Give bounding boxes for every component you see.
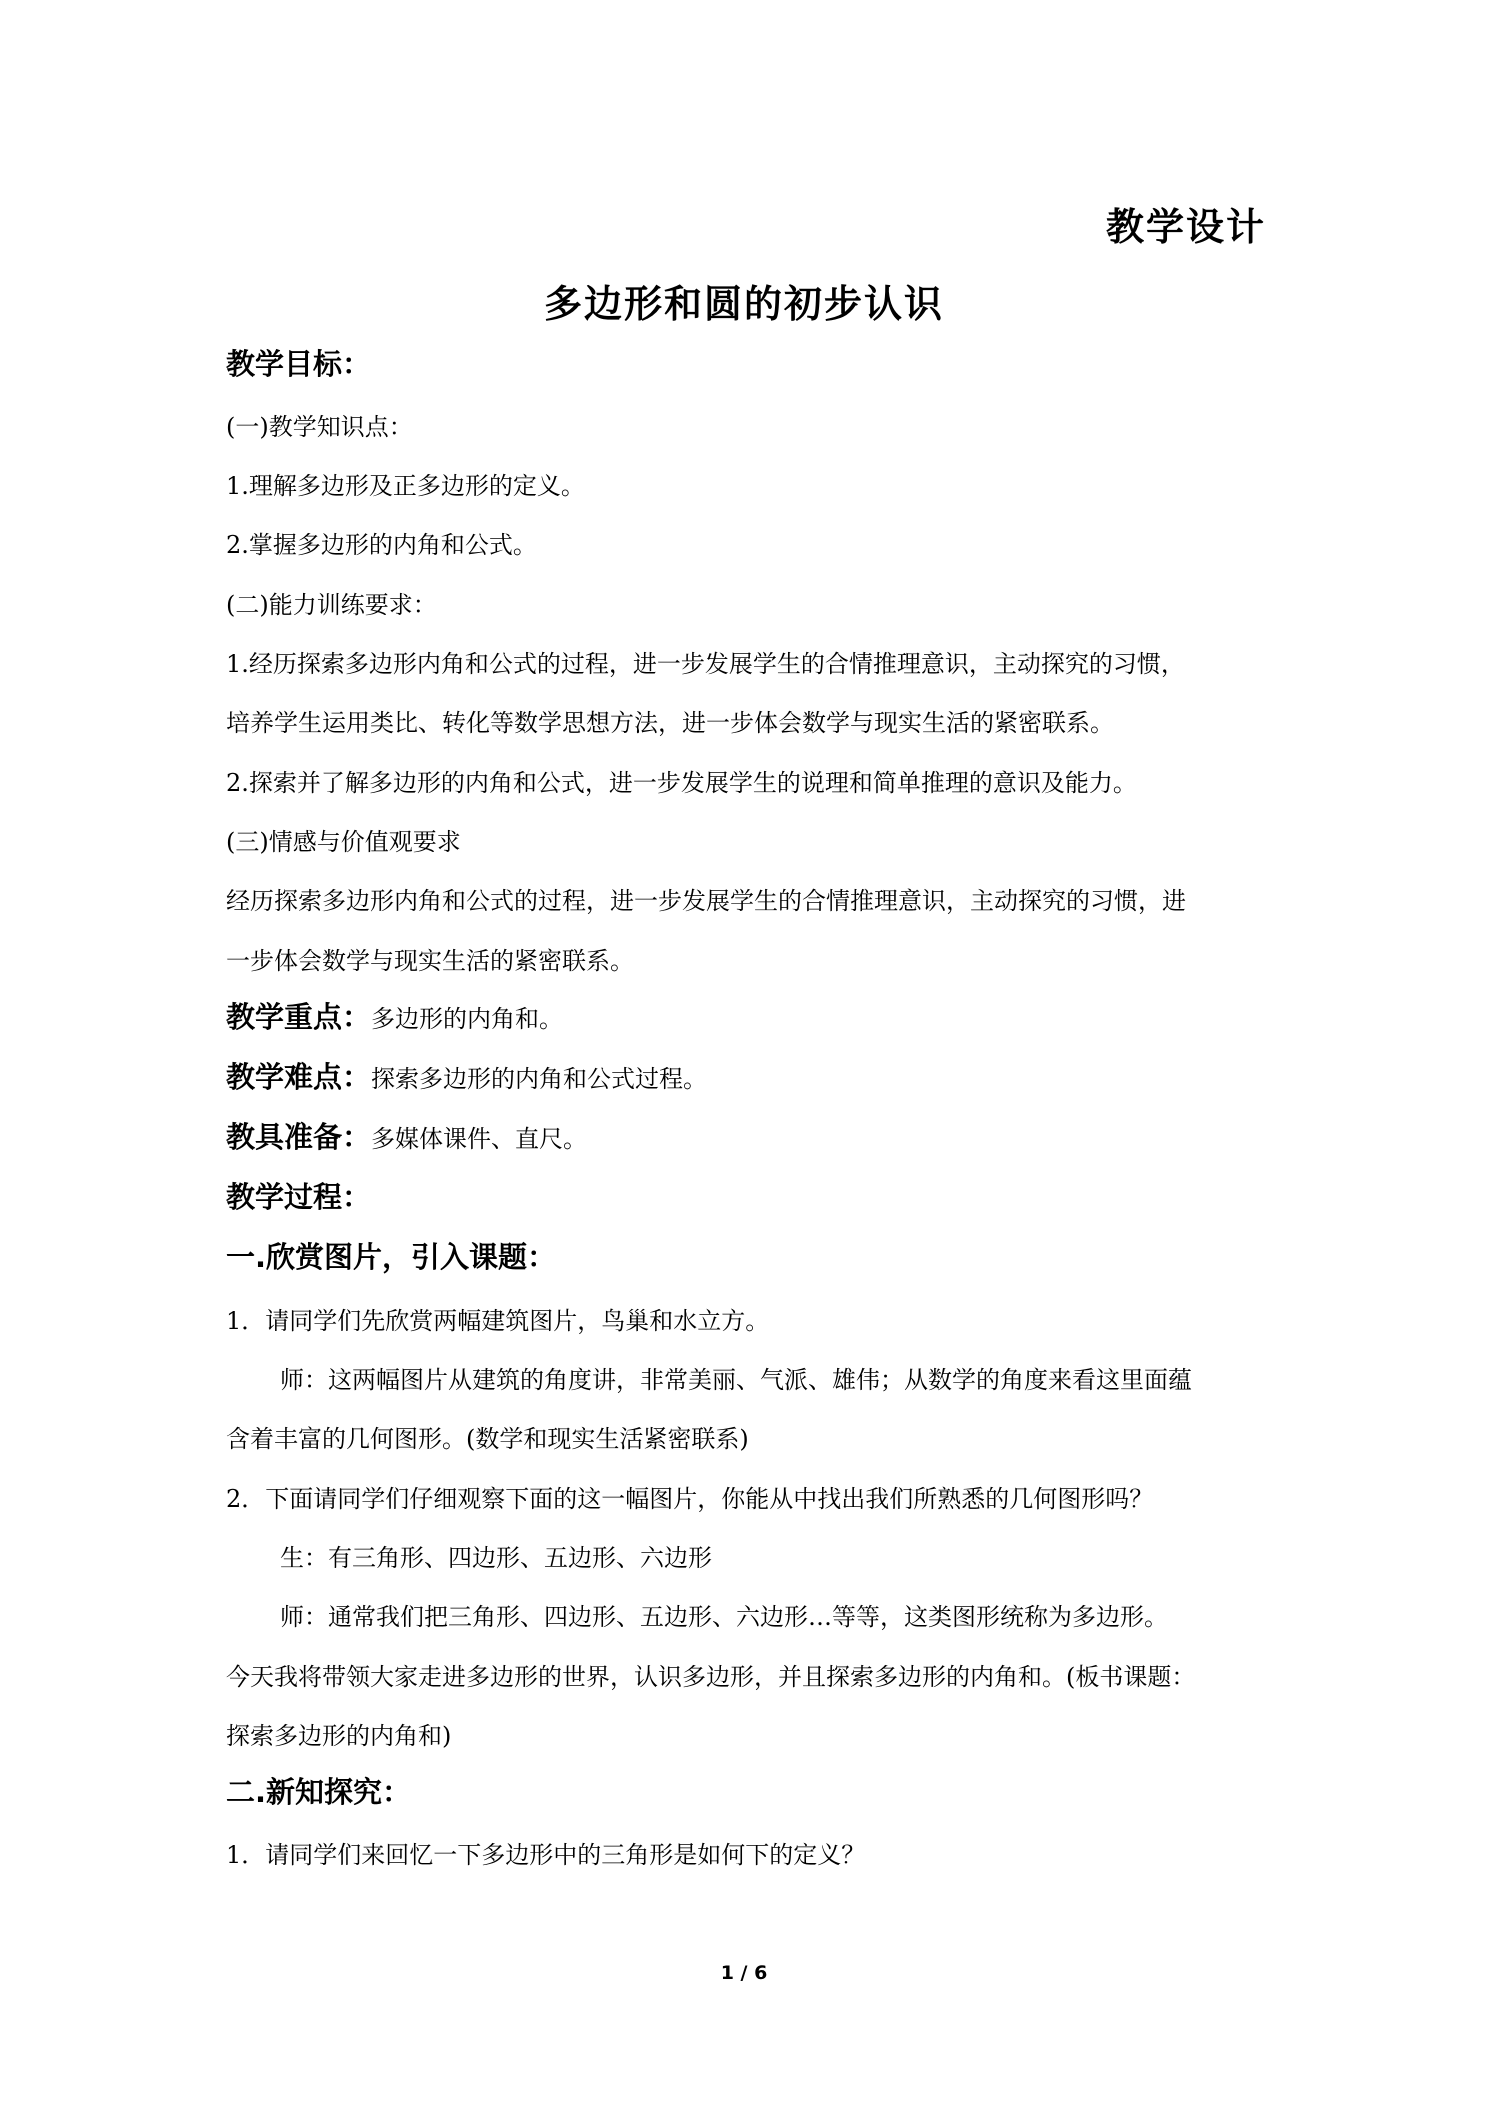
emotion-text-line-2: 一步体会数学与现实生活的紧密联系。 [226,947,634,975]
tools-label: 教具准备： [226,1120,372,1154]
objectives-heading: 教学目标： [226,347,372,381]
section-2-heading: 二.新知探究： [226,1775,412,1809]
section-1-paragraph-3: 2．下面请同学们仔细观察下面的这一幅图片，你能从中找出我们所熟悉的几何图形吗？ [226,1485,1154,1513]
ability-item-1-line-1: 1.经历探索多边形内角和公式的过程，进一步发展学生的合情推理意识，主动探究的习惯， [226,650,1185,678]
section-1-paragraph-4: 生：有三角形、四边形、五边形、六边形 [280,1544,712,1572]
section-2-paragraph-1: 1．请同学们来回忆一下多边形中的三角形是如何下的定义？ [226,1841,866,1869]
section-1-paragraph-2-line-2: 含着丰富的几何图形。(数学和现实生活紧密联系) [226,1425,749,1453]
tools-value: 多媒体课件、直尺。 [371,1125,588,1153]
knowledge-item-1: 1.理解多边形及正多边形的定义。 [226,472,585,500]
process-heading: 教学过程： [226,1180,372,1214]
difficulty-label: 教学难点： [226,1060,372,1094]
document-type-label: 教学设计 [1105,205,1266,249]
emotion-text-line-1: 经历探索多边形内角和公式的过程，进一步发展学生的合情推理意识，主动探究的习惯，进 [226,887,1186,915]
page-number: 1 / 6 [720,1962,768,1984]
tools-row [226,1120,1266,1156]
section-1-heading: 一.欣赏图片，引入课题： [226,1240,557,1274]
section-1-paragraph-1: 1．请同学们先欣赏两幅建筑图片，鸟巢和水立方。 [226,1307,770,1335]
knowledge-item-2: 2.掌握多边形的内角和公式。 [226,531,537,559]
document-title: 多边形和圆的初步认识 [543,282,944,326]
section-1-paragraph-5-line-1: 师：通常我们把三角形、四边形、五边形、六边形…等等，这类图形统称为多边形。 [280,1603,1168,1631]
section-1-paragraph-5-line-2: 今天我将带领大家走进多边形的世界，认识多边形，并且探索多边形的内角和。(板书课题： [226,1663,1196,1691]
knowledge-title: (一)教学知识点： [226,413,413,441]
ability-item-2: 2.探索并了解多边形的内角和公式，进一步发展学生的说理和简单推理的意识及能力。 [226,769,1137,797]
key-point-row [226,1000,1266,1036]
difficulty-row [226,1060,1266,1096]
key-point-value: 多边形的内角和。 [371,1005,564,1033]
key-point-label: 教学重点： [226,1000,372,1034]
emotion-title: (三)情感与价值观要求 [226,828,461,856]
ability-title: (二)能力训练要求： [226,591,437,619]
section-1-paragraph-2-line-1: 师：这两幅图片从建筑的角度讲，非常美丽、气派、雄伟；从数学的角度来看这里面蕴 [280,1366,1192,1394]
ability-item-1-line-2: 培养学生运用类比、转化等数学思想方法，进一步体会数学与现实生活的紧密联系。 [226,709,1114,737]
section-1-paragraph-5-line-3: 探索多边形的内角和) [226,1722,452,1750]
difficulty-value: 探索多边形的内角和公式过程。 [371,1065,708,1093]
